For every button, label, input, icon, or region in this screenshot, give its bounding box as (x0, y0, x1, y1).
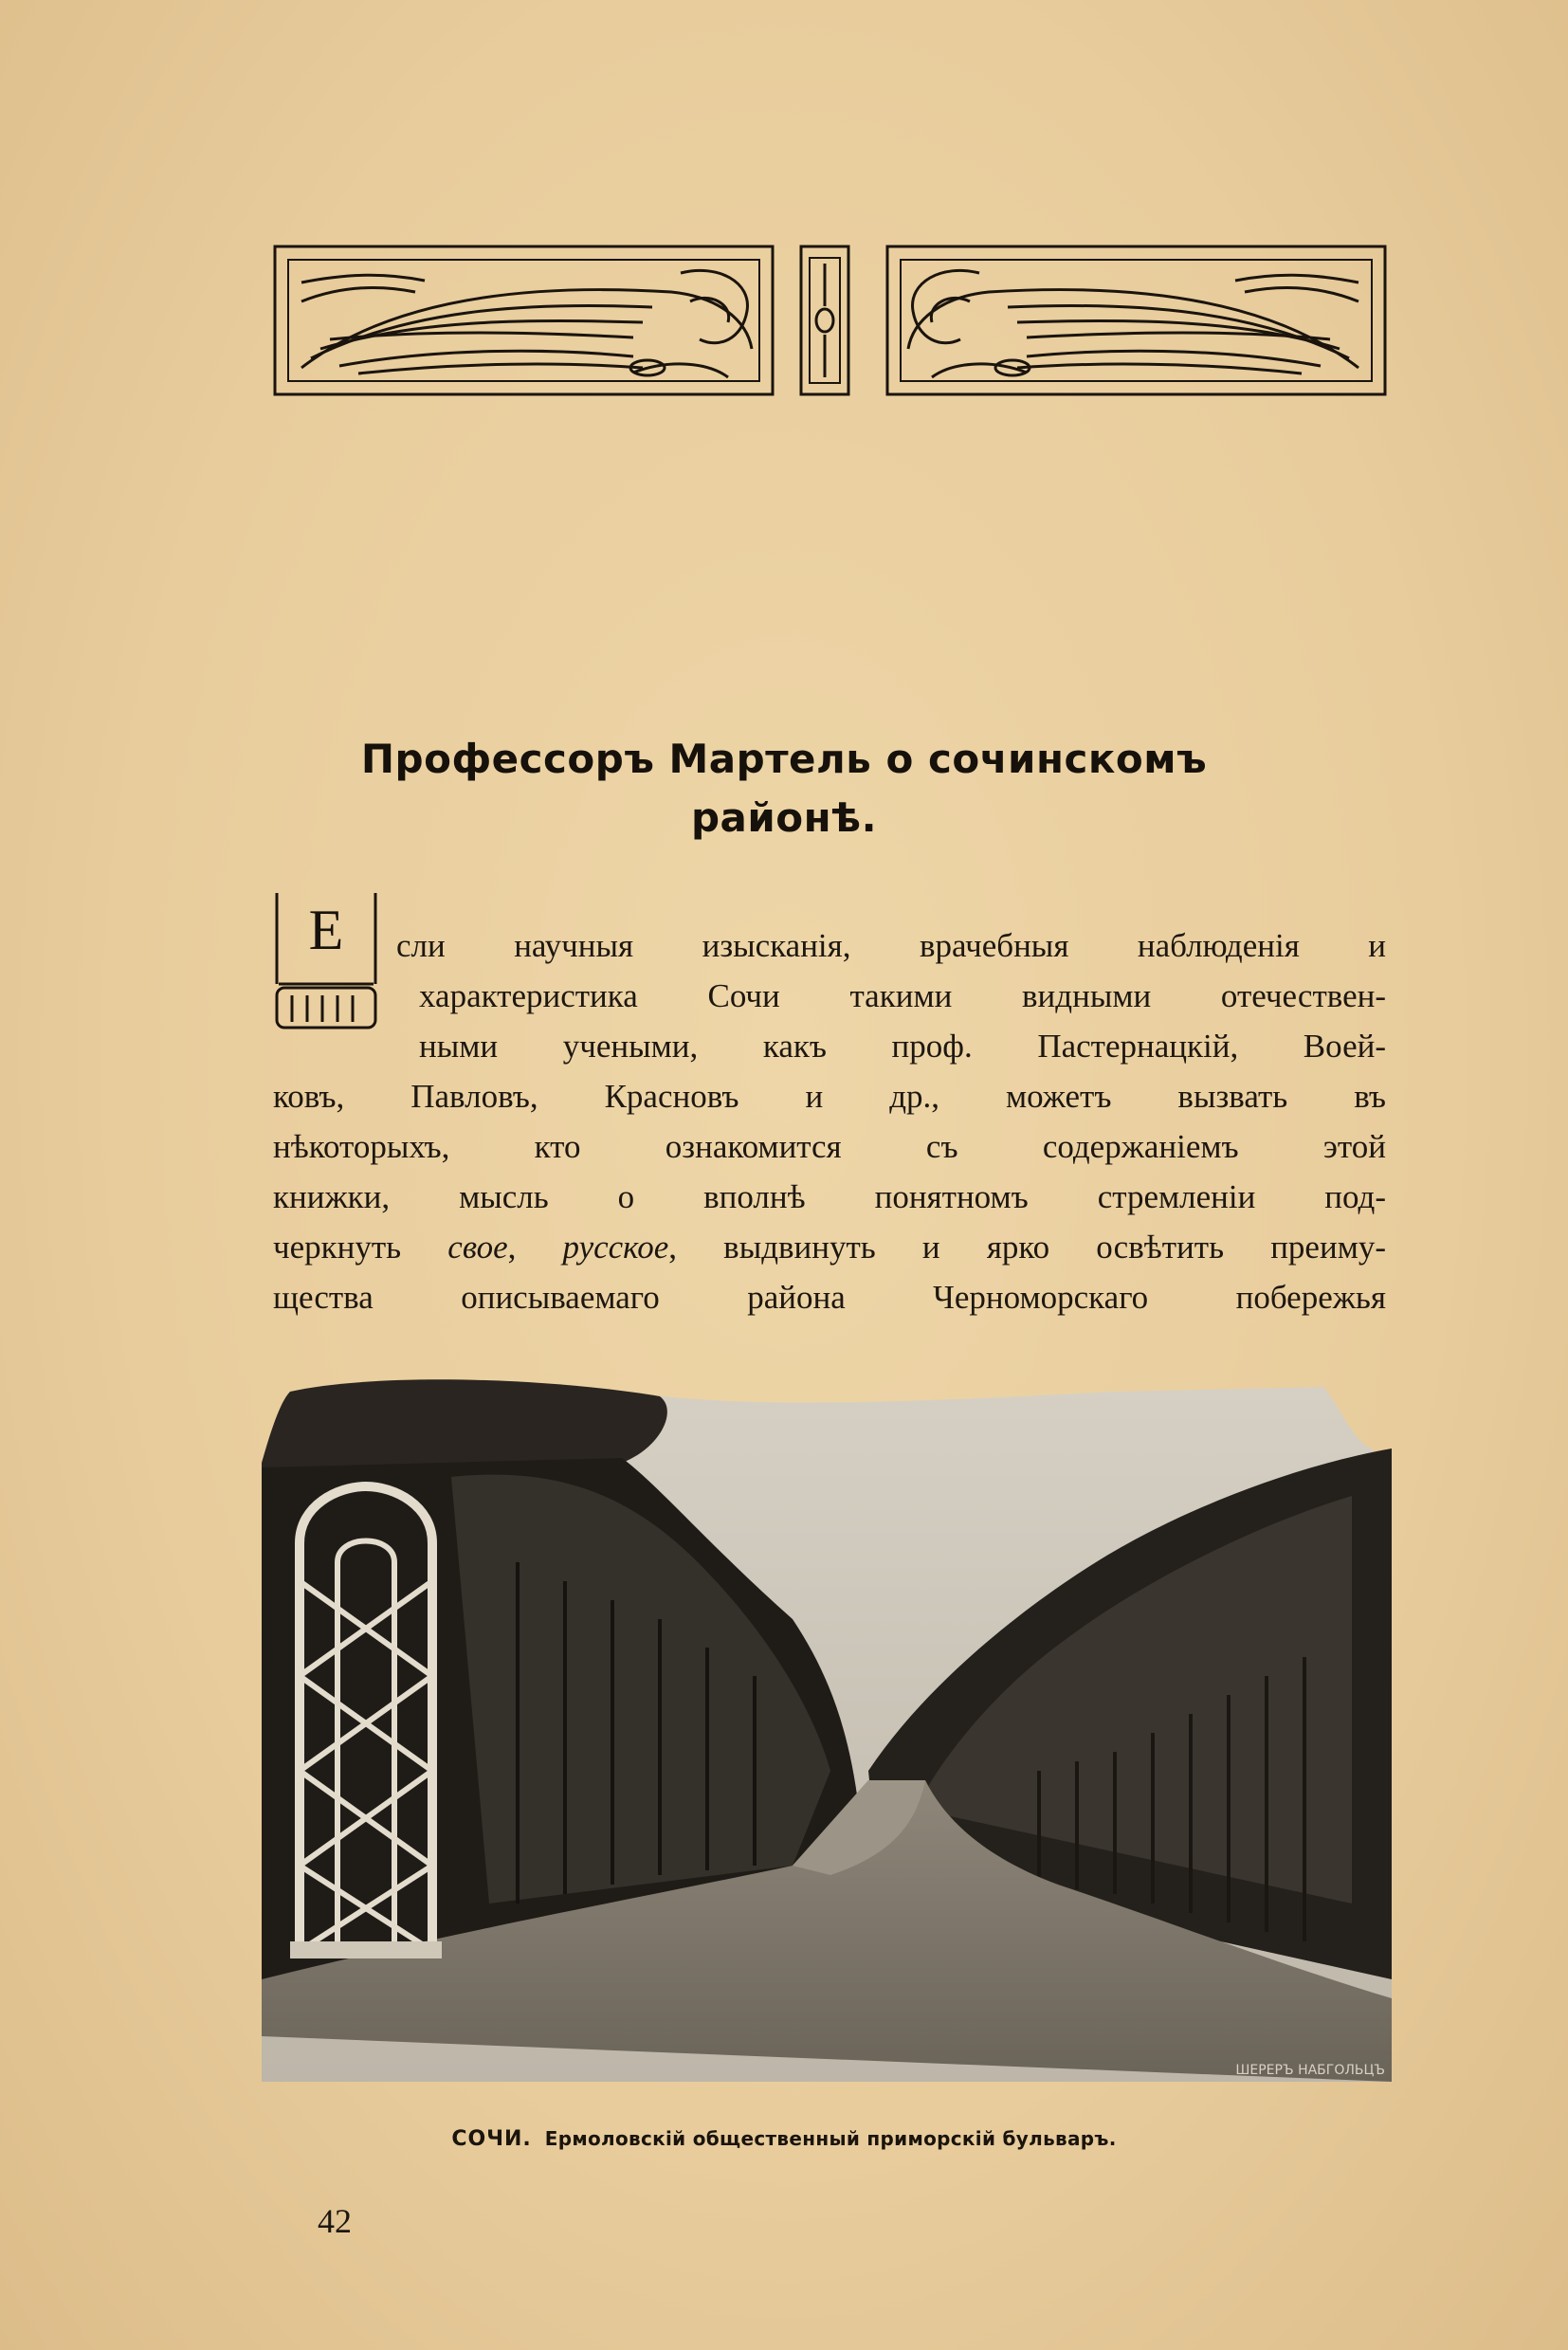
title-line-2: районѣ. (690, 794, 878, 841)
italic-russkoe: русское (562, 1229, 669, 1266)
photo-caption (284, 2127, 1284, 2151)
paragraph-line-1: сли научныя изысканія, врачебныя наблюденія и (396, 927, 1386, 964)
paragraph-line-8: щества описываемаго района Черноморскаго побережья (273, 1279, 1386, 1316)
paragraph-line-4: ковъ, Павловъ, Красновъ и др., можетъ вызвать въ (273, 1078, 1386, 1115)
title-line-1: Профессоръ Мартель о сочинскомъ (360, 736, 1208, 782)
headpiece-ornament-icon (273, 245, 1387, 399)
page-number: 42 (318, 2202, 352, 2240)
ornamental-headpiece (273, 245, 1387, 399)
line7-comma: , (507, 1229, 563, 1266)
paragraph-line-3: ными учеными, какъ проф. Пастернацкій, Воей- (419, 1028, 1386, 1065)
paragraph-line-2: характеристика Сочи такими видными отечествен- (419, 977, 1386, 1014)
line7-text-start: черкнуть (273, 1229, 448, 1266)
article-title (284, 730, 1284, 847)
park-boulevard-photo-icon (262, 1373, 1392, 2082)
caption-place: СОЧИ. (451, 2127, 532, 2151)
photo-watermark: ШЕРЕРЪ НАБГОЛЬЦЪ (1235, 2063, 1385, 2078)
drop-cap (273, 889, 379, 1031)
boulevard-photo (262, 1373, 1392, 2082)
line7-text-end: , выдвинуть и ярко освѣтить преиму- (668, 1229, 1386, 1266)
italic-svoe: свое (447, 1229, 508, 1266)
caption-text: Ермоловскій общественный приморскій бульваръ. (544, 2127, 1117, 2150)
paragraph-line-6: книжки, мысль о вполнѣ понятномъ стремленіи под- (273, 1178, 1386, 1215)
paragraph-line-7 (273, 1223, 1386, 1272)
paragraph-line-5: нѣкоторыхъ, кто ознакомится съ содержаніемъ этой (273, 1128, 1386, 1165)
drop-cap-letter: Е (308, 899, 344, 961)
